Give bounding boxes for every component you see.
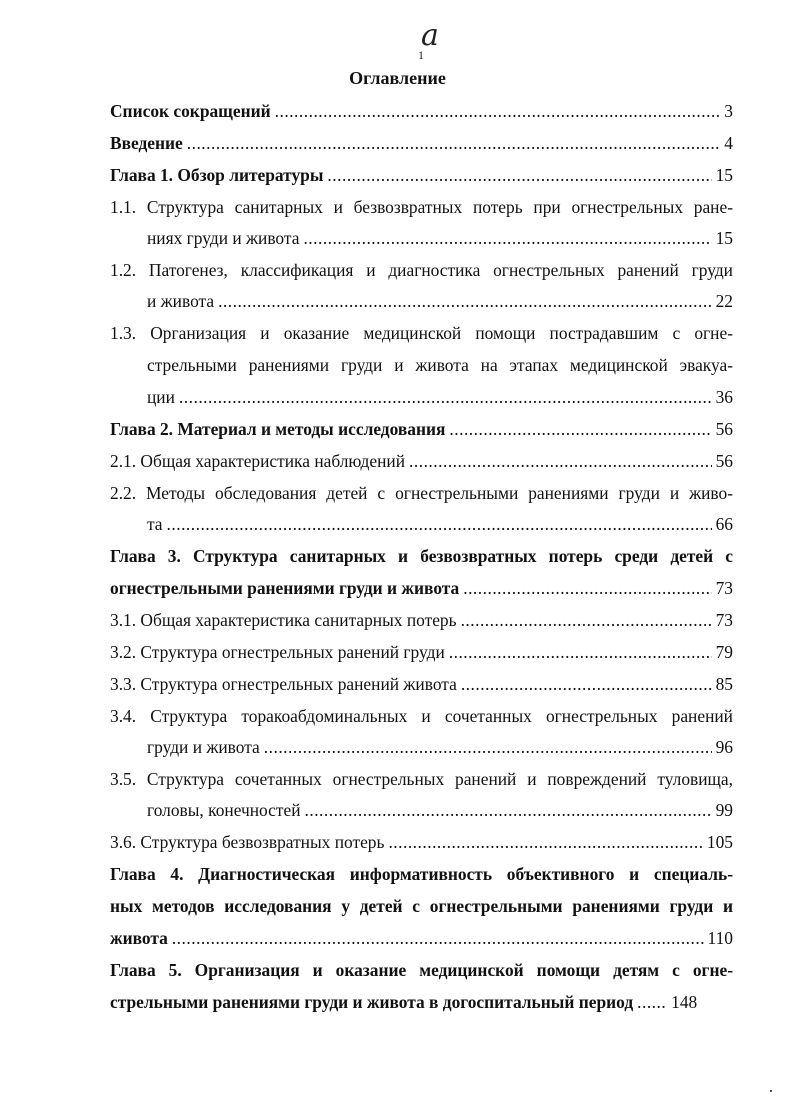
- toc-leader: [264, 734, 712, 760]
- toc-leader: [388, 829, 702, 855]
- toc-entry-page: 73: [715, 610, 733, 630]
- toc-entry-chapter-4-line1[interactable]: Глава 4. Диагностическая информативность объективного и специаль-: [110, 864, 733, 884]
- toc-entry-page: 36: [715, 387, 733, 407]
- toc-entry-1-1-line1[interactable]: 1.1. Структура санитарных и безвозвратных потерь при огнестрельных ране-: [110, 197, 733, 217]
- toc-leader: [449, 416, 711, 442]
- toc-entry-title: ции: [147, 387, 175, 407]
- toc-leader: [637, 989, 667, 1015]
- toc-entry-page: 66: [715, 514, 733, 534]
- toc-entry-chapter-4[interactable]: [110, 925, 733, 951]
- toc-entry-page: 110: [707, 928, 733, 948]
- toc-entry-title: 3.3. Структура огнестрельных ранений живота: [110, 674, 457, 694]
- toc-entry-page: 96: [715, 737, 733, 757]
- toc-leader: [449, 639, 712, 665]
- toc-entry-1-3-line2[interactable]: стрельными ранениями груди и живота на этапах медицинской эвакуа-: [147, 355, 733, 375]
- toc-entry-page: 3: [724, 101, 733, 121]
- toc-entry-chapter-4-line2[interactable]: ных методов исследования у детей с огнестрельными ранениями груди и: [110, 896, 733, 916]
- toc-entry-chapter-3[interactable]: [110, 575, 733, 601]
- toc-entry-page: 56: [715, 419, 733, 439]
- toc-leader: [327, 162, 711, 188]
- page-title: Оглавление: [349, 68, 446, 88]
- toc-entry-title: 3.1. Общая характеристика санитарных потерь: [110, 610, 457, 630]
- toc-entry-3-5-line1[interactable]: 3.5. Структура сочетанных огнестрельных ранений и повреждений туловища,: [110, 769, 733, 789]
- toc-entry-title: стрельными ранениями груди и живота в догоспитальный период: [110, 992, 634, 1012]
- toc-entry-title: и живота: [147, 291, 215, 311]
- toc-entry-1-2[interactable]: [147, 288, 733, 314]
- toc-entry-chapter-5-line1[interactable]: Глава 5. Организация и оказание медицинской помощи детям с огне-: [110, 960, 733, 980]
- toc-entry-title: ниях груди и живота: [147, 228, 300, 248]
- toc-entry-3-4-line1[interactable]: 3.4. Структура торакоабдоминальных и сочетанных огнестрельных ранений: [110, 706, 733, 726]
- toc-entry-page: 79: [715, 642, 733, 662]
- toc-entry-title: 2.1. Общая характеристика наблюдений: [110, 451, 406, 471]
- toc-entry-1-3[interactable]: [147, 384, 733, 410]
- toc-leader: [172, 925, 704, 951]
- toc-entry-title: огнестрельными ранениями груди и живота: [110, 578, 460, 598]
- toc-entry-2-1[interactable]: [110, 448, 733, 474]
- toc-leader: [461, 607, 712, 633]
- toc-leader: [461, 671, 712, 697]
- toc-entry-chapter-5[interactable]: [110, 989, 733, 1015]
- toc-leader: [167, 511, 712, 537]
- toc-entry-2-2[interactable]: [147, 511, 733, 537]
- toc-entry-3-2[interactable]: [110, 639, 733, 665]
- toc-entry-3-3[interactable]: [110, 671, 733, 697]
- toc-entry-page: 15: [715, 165, 733, 185]
- toc-entry-3-4[interactable]: [147, 734, 733, 760]
- toc-entry-abbreviations[interactable]: [110, 98, 733, 124]
- toc-leader: [463, 575, 711, 601]
- toc-entry-page: 148: [671, 992, 698, 1012]
- toc-leader: [409, 448, 712, 474]
- toc-entry-1-1[interactable]: [147, 225, 733, 251]
- toc-entry-title: живота: [110, 928, 168, 948]
- toc-leader: [305, 797, 712, 823]
- toc-entry-title: Введение: [110, 133, 183, 153]
- toc-leader: [303, 225, 711, 251]
- toc-entry-chapter-2[interactable]: [110, 416, 733, 442]
- toc-entry-page: 105: [706, 832, 733, 852]
- toc-entry-title: груди и живота: [147, 737, 260, 757]
- toc-entry-title: Глава 2. Материал и методы исследования: [110, 419, 446, 439]
- toc-entry-page: 85: [715, 674, 733, 694]
- toc-leader: [218, 288, 712, 314]
- toc-entry-title: 3.2. Структура огнестрельных ранений груди: [110, 642, 445, 662]
- scan-speck: [770, 1090, 772, 1092]
- toc-entry-3-1[interactable]: [110, 607, 733, 633]
- toc-entry-introduction[interactable]: [110, 130, 733, 156]
- toc-entry-page: 73: [715, 578, 733, 598]
- toc-entry-page: 99: [715, 800, 733, 820]
- toc-entry-1-3-line1[interactable]: 1.3. Организация и оказание медицинской помощи пострадавшим с огне-: [110, 323, 733, 343]
- toc-entry-page: 4: [724, 133, 733, 153]
- toc-entry-title: 3.6. Структура безвозвратных потерь: [110, 832, 385, 852]
- toc-entry-chapter-3-line1[interactable]: Глава 3. Структура санитарных и безвозвратных потерь среди детей с: [110, 546, 733, 566]
- toc-entry-title: та: [147, 514, 163, 534]
- toc-entry-title: Список сокращений: [110, 101, 271, 121]
- page-number: 1: [418, 48, 424, 62]
- toc-entry-page: 56: [715, 451, 733, 471]
- toc-leader: [275, 98, 721, 124]
- toc-entry-title: головы, конечностей: [147, 800, 301, 820]
- toc-entry-3-5[interactable]: [147, 797, 733, 823]
- toc-entry-page: 15: [715, 228, 733, 248]
- toc-entry-3-6[interactable]: [110, 829, 733, 855]
- toc-entry-1-2-line1[interactable]: 1.2. Патогенез, классификация и диагностика огнестрельных ранений груди: [110, 260, 733, 280]
- toc-entry-page: 22: [715, 291, 733, 311]
- toc-entry-2-2-line1[interactable]: 2.2. Методы обследования детей с огнестрельными ранениями груди и живо-: [110, 483, 733, 503]
- toc-entry-title: Глава 1. Обзор литературы: [110, 165, 324, 185]
- handwritten-mark: a: [421, 18, 439, 53]
- toc-leader: [187, 130, 721, 156]
- toc-leader: [179, 384, 712, 410]
- toc-entry-chapter-1[interactable]: [110, 162, 733, 188]
